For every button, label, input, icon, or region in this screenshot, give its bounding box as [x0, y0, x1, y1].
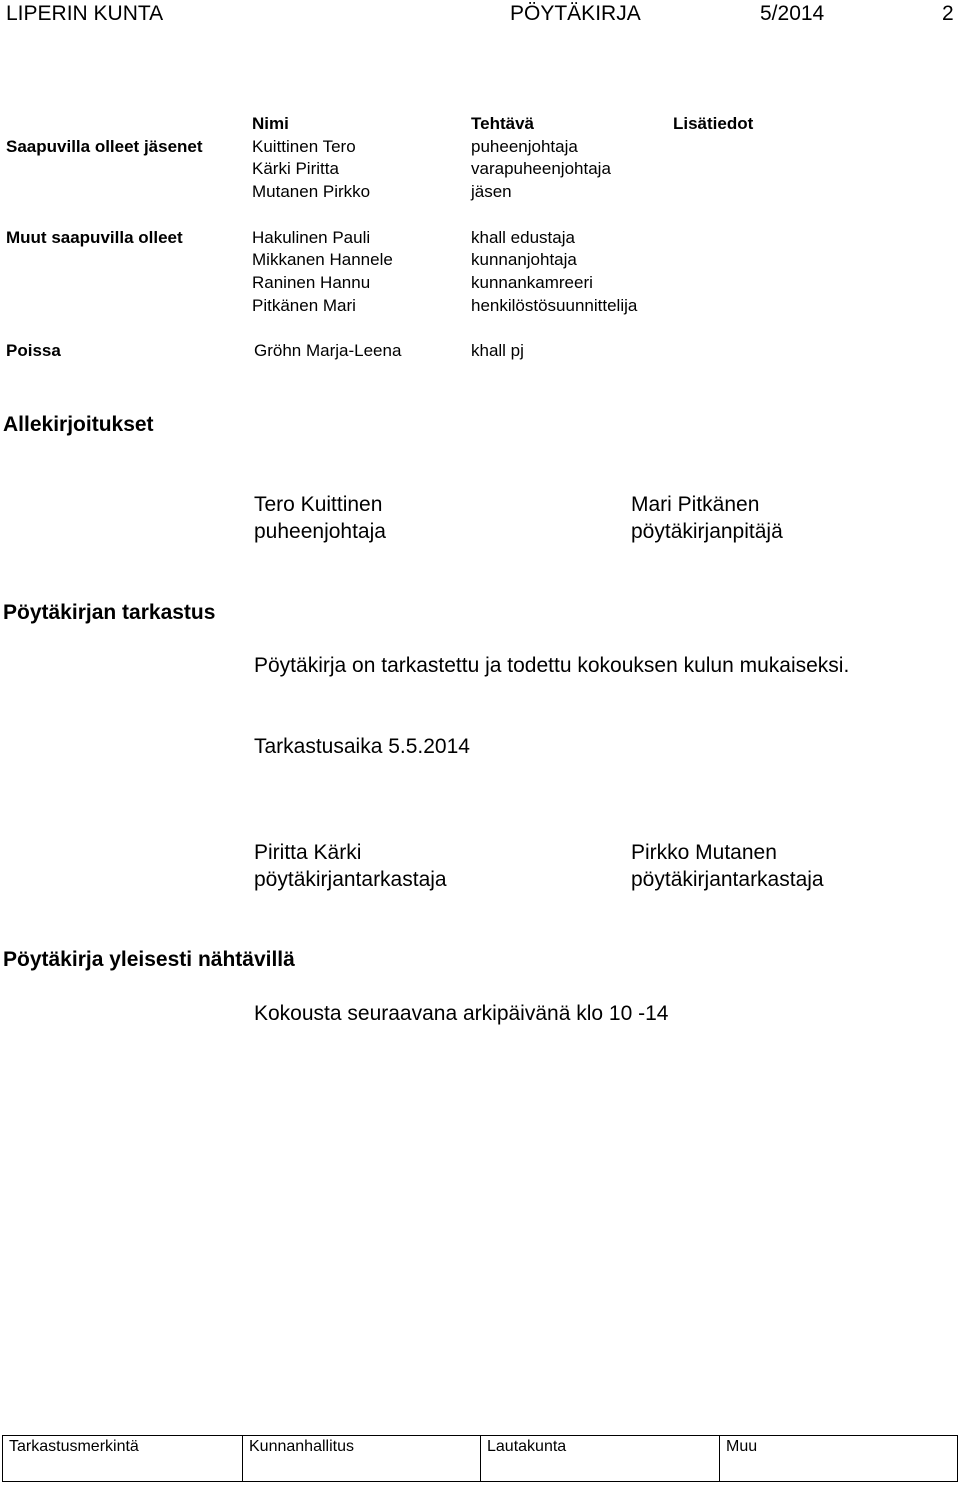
column-header-role: Tehtävä — [471, 114, 534, 133]
table-row — [0, 273, 960, 295]
attendee-role: puheenjohtaja — [471, 137, 578, 156]
document-type: PÖYTÄKIRJA — [510, 2, 641, 25]
table-row — [0, 296, 960, 318]
attendee-name: Hakulinen Pauli — [252, 228, 371, 247]
signer-name: Tero Kuittinen — [254, 493, 383, 516]
attendee-role: kunnankamreeri — [471, 273, 593, 292]
attendee-name: Gröhn Marja-Leena — [254, 341, 402, 360]
footer-cell-other: Muu — [726, 1438, 758, 1455]
footer-cell-review-marking: Tarkastusmerkintä — [3, 1436, 243, 1481]
reviewer-title: pöytäkirjantarkastaja — [631, 868, 824, 891]
table-row — [0, 137, 960, 159]
table-row — [0, 341, 960, 363]
attendee-name: Mikkanen Hannele — [252, 250, 393, 269]
group-label-others: Muut saapuvilla olleet — [6, 228, 183, 247]
table-row — [0, 182, 960, 204]
attendee-name: Pitkänen Mari — [252, 296, 356, 315]
reviewer-title: pöytäkirjantarkastaja — [254, 868, 447, 891]
attendee-name: Raninen Hannu — [252, 273, 371, 292]
column-header-name: Nimi — [252, 114, 289, 133]
attendee-role: khall edustaja — [471, 228, 575, 247]
signer-title: pöytäkirjanpitäjä — [631, 520, 783, 543]
attendee-name: Mutanen Pirkko — [252, 182, 371, 201]
table-row — [0, 228, 960, 250]
attendee-role: khall pj — [471, 341, 524, 360]
document-number: 5/2014 — [760, 2, 825, 25]
attendee-role: henkilöstösuunnittelija — [471, 296, 638, 315]
footer-cell-board: Kunnanhallitus — [243, 1436, 481, 1481]
signer-title: puheenjohtaja — [254, 520, 386, 543]
reviewer-name: Pirkko Mutanen — [631, 841, 777, 864]
review-heading: Pöytäkirjan tarkastus — [3, 601, 216, 624]
table-row — [0, 159, 960, 181]
reviewer-name: Piritta Kärki — [254, 841, 362, 864]
review-marking-table — [2, 1435, 958, 1482]
attendee-name: Kärki Piritta — [252, 159, 339, 178]
group-label-members: Saapuvilla olleet jäsenet — [6, 137, 203, 156]
column-header-info: Lisätiedot — [673, 114, 754, 133]
municipality-name: LIPERIN KUNTA — [6, 2, 164, 25]
footer-cell-committee: Lautakunta — [481, 1436, 720, 1481]
signatures-heading: Allekirjoitukset — [3, 413, 154, 436]
page-number: 2 — [942, 2, 954, 25]
attendee-name: Kuittinen Tero — [252, 137, 356, 156]
attendee-role: varapuheenjohtaja — [471, 159, 611, 178]
attendee-role: kunnanjohtaja — [471, 250, 577, 269]
review-time: Tarkastusaika 5.5.2014 — [254, 735, 470, 758]
public-view-heading: Pöytäkirja yleisesti nähtävillä — [3, 948, 295, 971]
group-label-absent: Poissa — [6, 341, 61, 360]
table-row — [0, 250, 960, 272]
review-statement: Pöytäkirja on tarkastettu ja todettu kokouksen kulun mukaiseksi. — [254, 654, 850, 677]
attendee-role: jäsen — [471, 182, 512, 201]
signer-name: Mari Pitkänen — [631, 493, 760, 516]
public-view-text: Kokousta seuraavana arkipäivänä klo 10 -14 — [254, 1002, 669, 1025]
